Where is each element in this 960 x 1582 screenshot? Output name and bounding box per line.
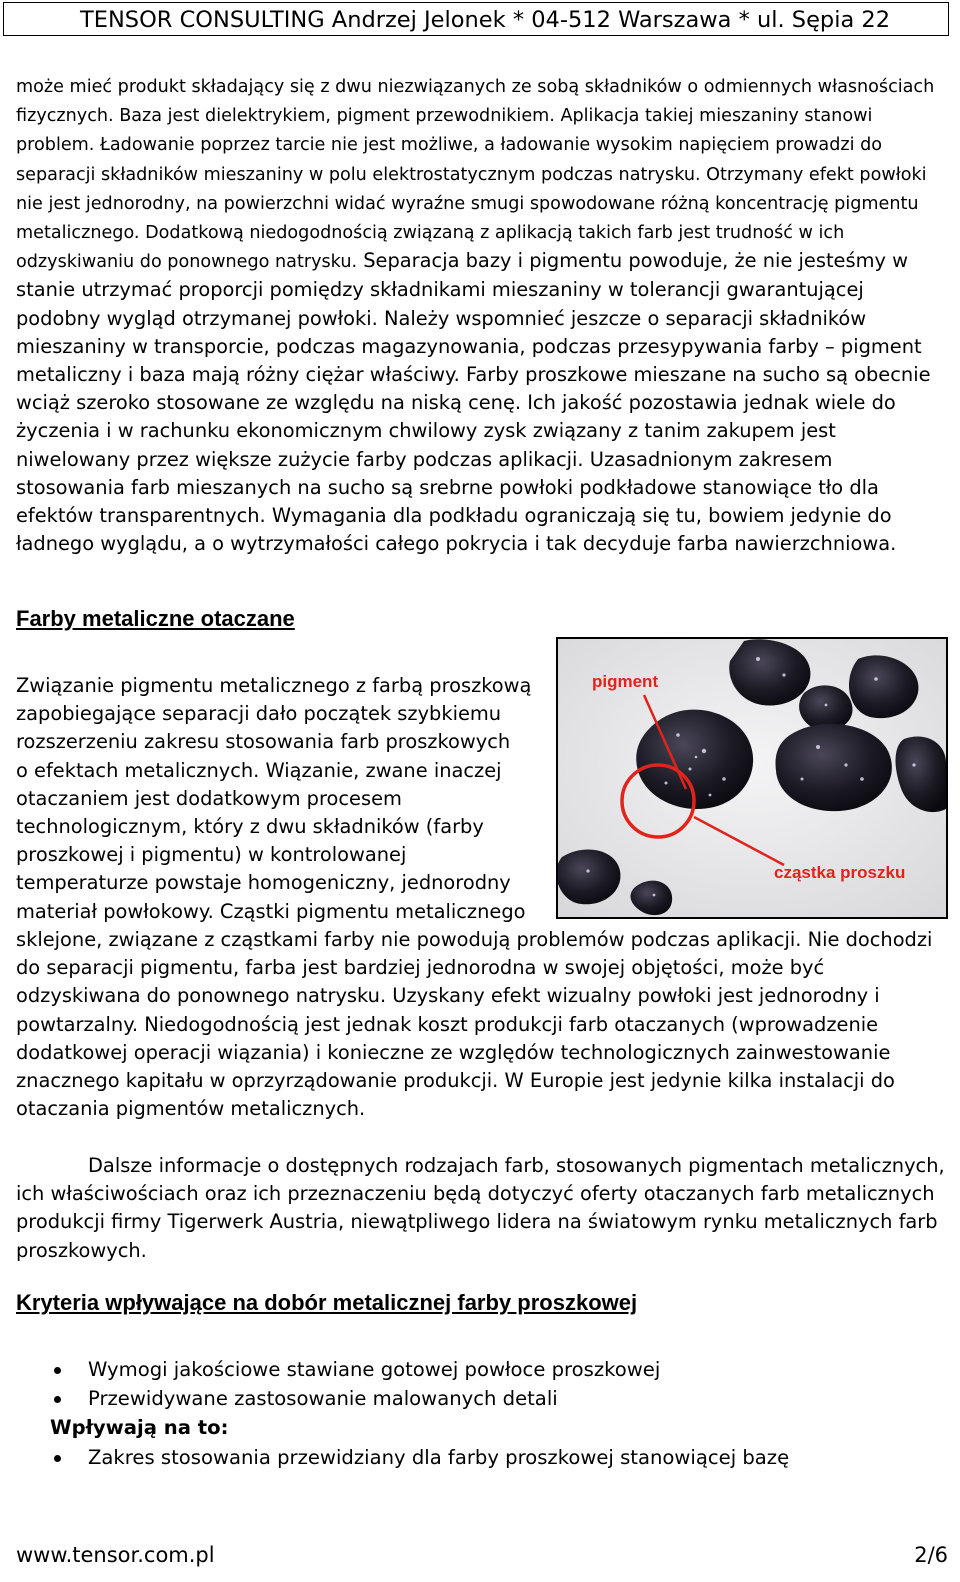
- figure-label-pigment: pigment: [592, 672, 659, 691]
- section-title-criteria: Kryteria wpływające na dobór metalicznej farby proszkowej: [16, 1290, 638, 1315]
- wrapped-line: rozszerzeniu zakresu stosowania farb proszkowych: [16, 730, 511, 754]
- influences-list: [16, 1443, 936, 1472]
- particle-shape: [776, 724, 892, 811]
- further-info-paragraph: [16, 1152, 946, 1265]
- page-header: TENSOR CONSULTING Andrzej Jelonek * 04-512 Warszawa * ul. Sępia 22: [3, 2, 949, 36]
- wrapped-line: temperaturze powstaje homogeniczny, jednorodny: [16, 871, 511, 895]
- intro-part-a: może mieć produkt składający się z dwu niezwiązanych ze sobą składników o odmiennych własnościach fizycznych. Baza jest dielektrykiem, pigment przewodnikiem. Aplikacja takiej mieszaniny stanowi problem. Ładowanie poprzez tarcie nie jest możliwe, a ładowanie wysokim napięciem prowadzi do separacji składników mieszaniny w polu elektrostatycznym podczas natrysku. Otrzymany efekt powłoki nie jest jednorodny, na powierzchni widać wyraźne smugi spowodowane różną koncentrację pigmentu metalicznego. Dodatkową niedogodnością związaną z aplikacją takich farb jest trudność w ich odzyskiwaniu do ponownego natrysku.: [16, 77, 935, 273]
- wrapped-line: materiał powłokowy. Cząstki pigmentu metalicznego: [16, 899, 526, 923]
- list-item: Zakres stosowania przewidziany dla farby proszkowej stanowiącej bazę: [16, 1443, 936, 1472]
- influences-subheading: Wpływają na to:: [50, 1416, 229, 1439]
- further-info-text: Dalsze informacje o dostępnych rodzajach farb, stosowanych pigmentach metalicznych, ich właściwościach oraz ich przeznaczeniu będą dotyczyć oferty otaczanych farb metalicznych produkcji firmy Tigerwerk Austria, niewątpliwego lidera na światowym rynku metalicznych farb proszkowych.: [16, 1154, 945, 1262]
- wrapped-text-block: [16, 672, 556, 926]
- footer-url: www.tensor.com.pl: [16, 1543, 215, 1567]
- coated-paints-continuation: sklejone, związane z cząstkami farby nie powodują problemów podczas aplikacji. Nie dochodzi do separacji pigmentu, farba jest bardziej jednorodna w swojej objętości, może być odzyskiwana do ponownego natrysku. Uzyskany efekt wizualny powłoki jest jednorodny i powtarzalny. Niedogodnością jest jednak koszt produkcji farb otaczanych (wprowadzenie dodatkowej operacji wiązania) i konieczne ze względów technologicznych zainwestowanie znacznego kapitału w oprzyrządowanie produkcji. W Europie jest jedynie kilka instalacji do otaczania pigmentów metalicznych.: [16, 928, 933, 1121]
- page-number: 2/6: [914, 1543, 948, 1567]
- wrapped-line: Związanie pigmentu metalicznego z farbą proszkową: [16, 674, 532, 697]
- figure-label-particle: cząstka proszku: [774, 863, 906, 882]
- criteria-list: [16, 1355, 936, 1413]
- wrapped-line: zapobiegające separacji dało początek szybkiemu: [16, 702, 502, 726]
- list-item: Przewidywane zastosowanie malowanych detali: [16, 1384, 936, 1413]
- wrapped-line: technologicznym, który z dwu składników (farby: [16, 815, 484, 839]
- pigment-micrograph-figure: [556, 637, 948, 919]
- wrapped-line: o efektach metalicznych. Wiązanie, zwane inaczej: [16, 758, 502, 782]
- list-item: Wymogi jakościowe stawiane gotowej powłoce proszkowej: [16, 1355, 936, 1384]
- wrapped-line: otaczaniem jest dodatkowym procesem: [16, 786, 402, 810]
- wrapped-line: proszkowej i pigmentu) w kontrolowanej: [16, 843, 407, 867]
- intro-part-b: Separacja bazy i pigmentu powoduje, że nie jesteśmy w stanie utrzymać proporcji pomiędzy składnikami mieszaniny w tolerancji gwarantującej podobny wygląd otrzymanej powłoki. Należy wspomnieć jeszcze o separacji składników mieszaniny w transporcie, podczas magazynowania, podczas przesypywania farby – pigment metaliczny i baza mają różny ciężar właściwy. Farby proszkowe mieszane na sucho są obecnie wciąż szeroko stosowane ze względu na niską cenę. Ich jakość pozostawia jednak wiele do życzenia i w rachunku ekonomicznym chwilowy zysk związany z tanim zakupem jest niwelowany przez większe zużycie farby podczas aplikacji. Uzasadnionym zakresem stosowania farb mieszanych na sucho są srebrne powłoki podkładowe stanowiące tło dla efektów transparentnych. Wymagania dla podkładu ograniczają się tu, bowiem jedynie do ładnego wyglądu, a o wytrzymałości całego pokrycia i tak decyduje farba nawierzchniowa.: [16, 249, 931, 556]
- page-footer: [16, 1540, 948, 1570]
- intro-paragraph: [16, 72, 946, 558]
- section-title-coated-paints: Farby metaliczne otaczane: [16, 606, 295, 631]
